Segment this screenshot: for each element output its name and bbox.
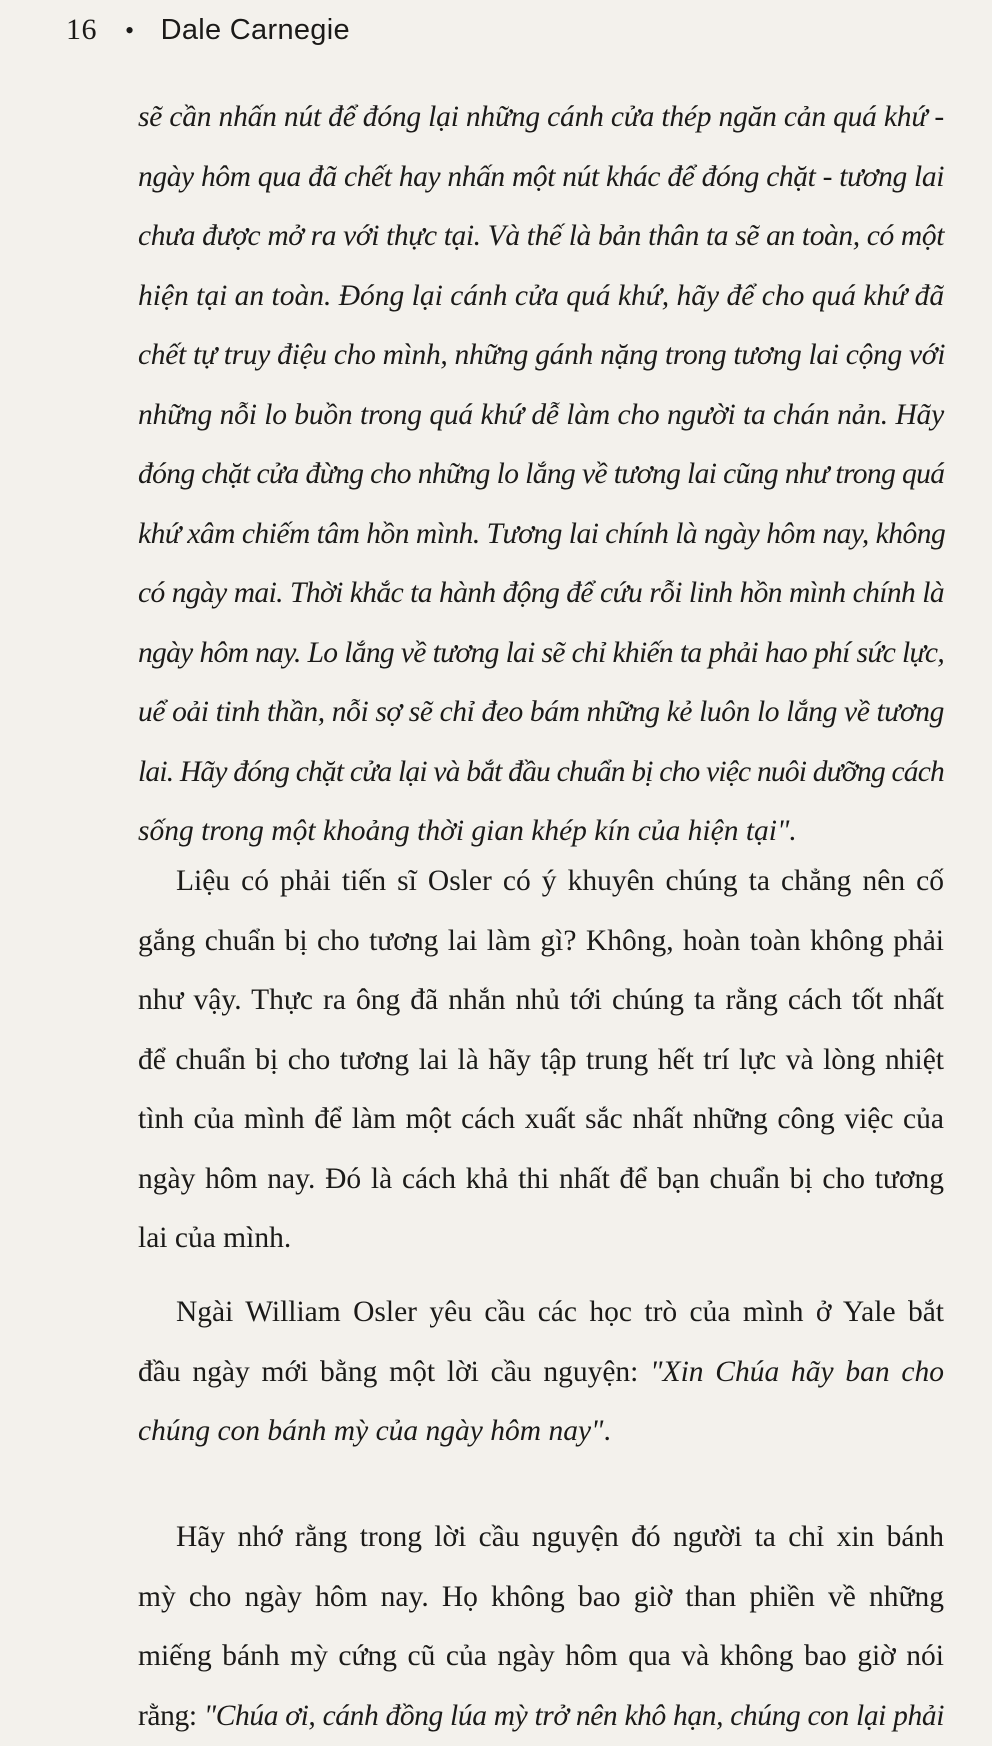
running-head [66,10,350,50]
quote-line: ngày hôm qua đã chết hay nhấn một nút khác để đóng chặt - tương lai [138,148,944,208]
paragraph-prayer [138,1283,944,1462]
paragraph-line: gắng chuẩn bị cho tương lai làm gì? Không, hoàn toàn không phải [138,912,944,972]
paragraph-line [138,1343,944,1403]
paragraph-line [138,1402,944,1462]
paragraph-line: như vậy. Thực ra ông đã nhắn nhủ tới chúng ta rằng cách tốt nhất [138,971,944,1031]
paragraph-line [138,1687,944,1746]
quote-line: hiện tại an toàn. Đóng lại cánh cửa quá khứ, hãy để cho quá khứ đã [138,267,944,327]
complaint-intro-text: rằng: [138,1700,204,1732]
paragraph-line: miếng bánh mỳ cứng cũ của ngày hôm qua và không bao giờ nói [138,1627,944,1687]
prayer-quote-end: chúng con bánh mỳ của ngày hôm nay" [138,1415,603,1447]
quote-line: chết tự truy điệu cho mình, những gánh nặng trong tương lai cộng với [138,326,944,386]
quote-line: lai. Hãy đóng chặt cửa lại và bắt đầu chuẩn bị cho việc nuôi dưỡng cách [138,743,944,803]
paragraph-daily-bread [138,1508,944,1746]
page-number: 16 [66,10,97,50]
quote-line: có ngày mai. Thời khắc ta hành động để cứu rỗi linh hồn mình chính là [138,564,944,624]
paragraph-line: mỳ cho ngày hôm nay. Họ không bao giờ than phiền về những [138,1568,944,1628]
paragraph-line: Liệu có phải tiến sĩ Osler có ý khuyên chúng ta chẳng nên cố [138,852,944,912]
quote-line: ngày hôm nay. Lo lắng về tương lai sẽ chỉ khiến ta phải hao phí sức lực, [138,624,944,684]
paragraph-line: Ngài William Osler yêu cầu các học trò của mình ở Yale bắt [138,1283,944,1343]
quote-block [138,88,944,862]
quote-line: sống trong một khoảng thời gian khép kín của hiện tại". [138,802,944,862]
header-bullet: • [125,11,135,51]
paragraph-line: Hãy nhớ rằng trong lời cầu nguyện đó người ta chỉ xin bánh [138,1508,944,1568]
prayer-intro-text: đầu ngày mới bằng một lời cầu nguyện: [138,1356,650,1388]
paragraph-line: để chuẩn bị cho tương lai là hãy tập trung hết trí lực và lòng nhiệt [138,1031,944,1091]
paragraph-osler-advice [138,852,944,1269]
paragraph-line: lai của mình. [138,1209,944,1269]
quote-line: khứ xâm chiếm tâm hồn mình. Tương lai chính là ngày hôm nay, không [138,505,944,565]
quote-line: uể oải tinh thần, nỗi sợ sẽ chỉ đeo bám những kẻ luôn lo lắng về tương [138,683,944,743]
quote-line: chưa được mở ra với thực tại. Và thế là bản thân ta sẽ an toàn, có một [138,207,944,267]
paragraph-line: ngày hôm nay. Đó là cách khả thi nhất để bạn chuẩn bị cho tương [138,1150,944,1210]
quote-line: sẽ cần nhấn nút để đóng lại những cánh cửa thép ngăn cản quá khứ - [138,88,944,148]
quote-line: đóng chặt cửa đừng cho những lo lắng về tương lai cũng như trong quá [138,445,944,505]
quote-line: những nỗi lo buồn trong quá khứ dễ làm cho người ta chán nản. Hãy [138,386,944,446]
prayer-quote-start: "Xin Chúa hãy ban cho [650,1356,944,1388]
complaint-quote: "Chúa ơi, cánh đồng lúa mỳ trở nên khô hạn, chúng con lại phải [204,1700,944,1732]
author-name: Dale Carnegie [161,10,350,50]
prayer-period: . [603,1415,610,1447]
paragraph-line: tình của mình để làm một cách xuất sắc nhất những công việc của [138,1090,944,1150]
